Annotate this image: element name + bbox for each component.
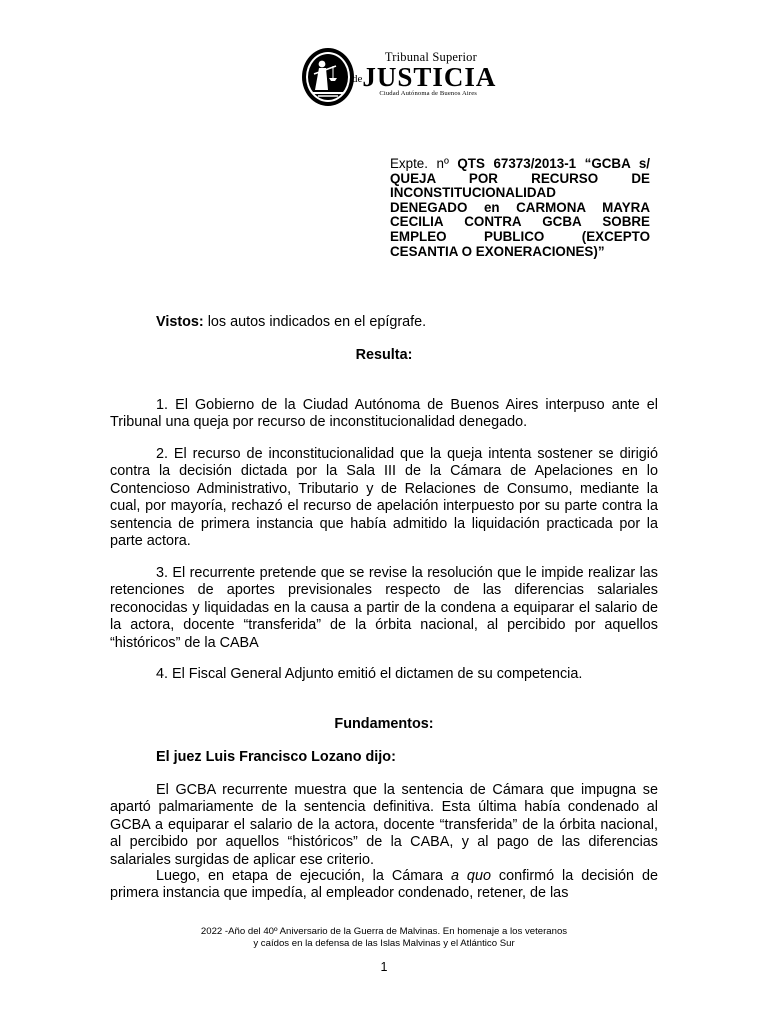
- vistos-paragraph: [110, 314, 658, 331]
- case-reference-prefix: Expte. nº: [390, 156, 458, 171]
- logo-line-2-small: de: [352, 73, 363, 85]
- case-reference: [390, 157, 650, 259]
- case-reference-line: DENEGADO en CARMONA MAYRA: [390, 199, 650, 215]
- fundamentos-heading: Fundamentos:: [334, 716, 434, 732]
- item-3: 3. El recurrente pretende que se revise la resolución que le impide realizar las retenciones de aportes previsionales respecto de las diferencias salariales reconocidas y liquidadas en la causa a partir de la condena a equiparar el salario de la actora, docente “transferida” de la órbita nacional, al percibido por aquellos “históricos” de la CABA: [110, 565, 658, 651]
- case-reference-line: QUEJA POR RECURSO DE: [390, 170, 650, 186]
- italic-a-quo: a quo: [450, 868, 491, 884]
- vistos-text: los autos indicados en el epígrafe.: [203, 314, 427, 330]
- court-logo: [300, 44, 497, 110]
- item-2: 2. El recurso de inconstitucionalidad que la queja intenta sostener se dirigió contra la decisión dictada por la Sala III de la Cámara de Apelaciones en lo Contencioso Administrativo, Tributario y de Relaciones de Consumo, mediante la cual, por mayoría, rechazó el recurso de apelación interpuesto por su parte contra la sentencia de primera instancia que había admitido la liquidación practicada por la parte actora.: [110, 446, 658, 550]
- page-number: 1: [380, 960, 388, 974]
- item-4: 4. El Fiscal General Adjunto emitió el dictamen de su competencia.: [156, 666, 583, 682]
- case-reference-line: [390, 157, 650, 172]
- logo-line-1: Tribunal Superior: [384, 50, 477, 64]
- case-reference-line: INCONSTITUCIONALIDAD: [390, 185, 556, 201]
- fundamentos-paragraph-2: Luego, en etapa de ejecución, la Cámara a quo confirmó la decisión de primera instancia que impedía, al empleador condenado, retener, de las: [110, 868, 658, 902]
- resulta-heading: Resulta:: [355, 347, 413, 363]
- case-reference-line: EMPLEO PUBLICO (EXCEPTO: [390, 228, 650, 244]
- court-seal-icon: [300, 44, 358, 108]
- footer-note: [110, 926, 658, 951]
- case-reference-line: CECILIA CONTRA GCBA SOBRE: [390, 214, 650, 230]
- footer-line-2: y caídos en la defensa de las Islas Malvinas y el Atlántico Sur: [253, 938, 515, 950]
- judge-heading: El juez Luis Francisco Lozano dijo:: [156, 749, 396, 765]
- logo-line-3: Ciudad Autónoma de Buenos Aires: [379, 90, 477, 97]
- logo-text: [352, 50, 497, 97]
- case-reference-line: CESANTIA O EXONERACIONES)”: [390, 243, 605, 259]
- vistos-label: Vistos:: [156, 314, 204, 330]
- fundamentos-paragraph-1: El GCBA recurrente muestra que la sentencia de Cámara que impugna se apartó palmariamente de la sentencia definitiva. Esta última había condenado al GCBA a equiparar el salario de la actora, docente “transferida” de la órbita nacional, al percibido por aquellos “históricos” de la CABA, y al pago de las diferencias salariales surgidas de aplicar ese criterio.: [110, 782, 658, 868]
- case-reference-number: QTS 67373/2013-1 “GCBA s/: [457, 156, 650, 171]
- footer-line-1: 2022 -Año del 40º Aniversario de la Guerra de Malvinas. En homenaje a los veteranos: [200, 926, 568, 937]
- logo-line-2-big: JUSTICIA: [362, 62, 497, 92]
- logo-line-2: [352, 62, 497, 92]
- item-1: 1. El Gobierno de la Ciudad Autónoma de Buenos Aires interpuso ante el Tribunal una queja por recurso de inconstitucionalidad denegado.: [110, 397, 658, 431]
